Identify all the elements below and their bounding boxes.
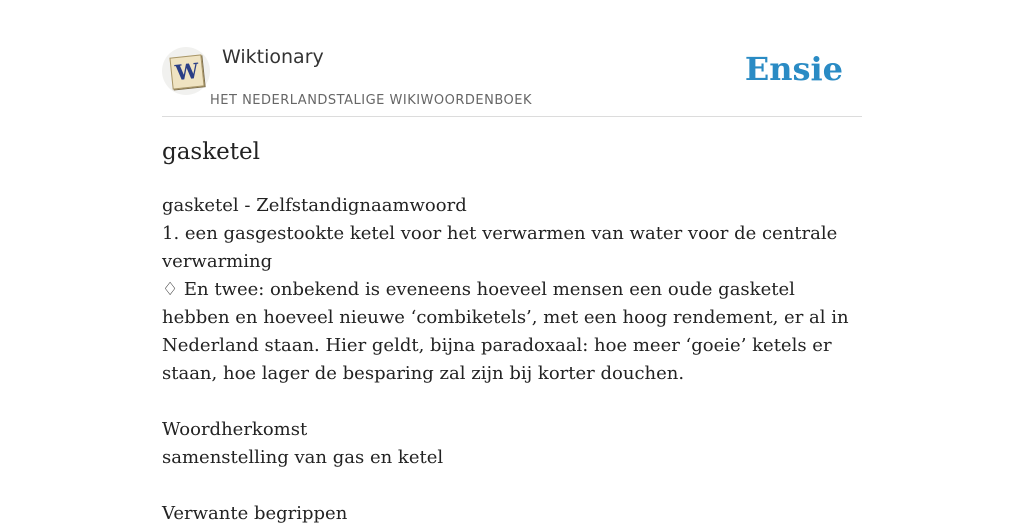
entry-content	[162, 192, 864, 528]
part-of-speech-line: gasketel - Zelfstandignaamwoord	[162, 195, 467, 216]
site-name[interactable]: Wiktionary	[222, 46, 324, 68]
definition: 1. een gasgestookte ketel voor het verwarmen van water voor de centrale verwarming	[162, 223, 838, 272]
related-terms-heading: Verwante begrippen	[162, 503, 348, 524]
example-sentence: ♢ En twee: onbekend is eveneens hoeveel mensen een oude gasketel hebben en hoeveel nieuwe ‘combiketels’, met een hoog rendement, er al in Nederland staan. Hier geldt, bijna paradoxaal: hoe meer ‘goeie’ ketels er staan, hoe lager de besparing zal zijn bij korter douchen.	[162, 279, 849, 384]
ensie-brand-logo[interactable]: Ensie	[744, 50, 843, 88]
etymology-text: samenstelling van gas en ketel	[162, 447, 444, 468]
site-tagline: HET NEDERLANDSTALIGE WIKIWOORDENBOEK	[210, 93, 533, 108]
spacer	[162, 472, 864, 500]
page-title: gasketel	[162, 139, 260, 165]
spacer	[162, 388, 864, 416]
site-header	[162, 0, 862, 117]
logo-tile-icon: W	[169, 54, 204, 89]
wiktionary-logo[interactable]	[162, 47, 210, 95]
etymology-heading: Woordherkomst	[162, 419, 308, 440]
